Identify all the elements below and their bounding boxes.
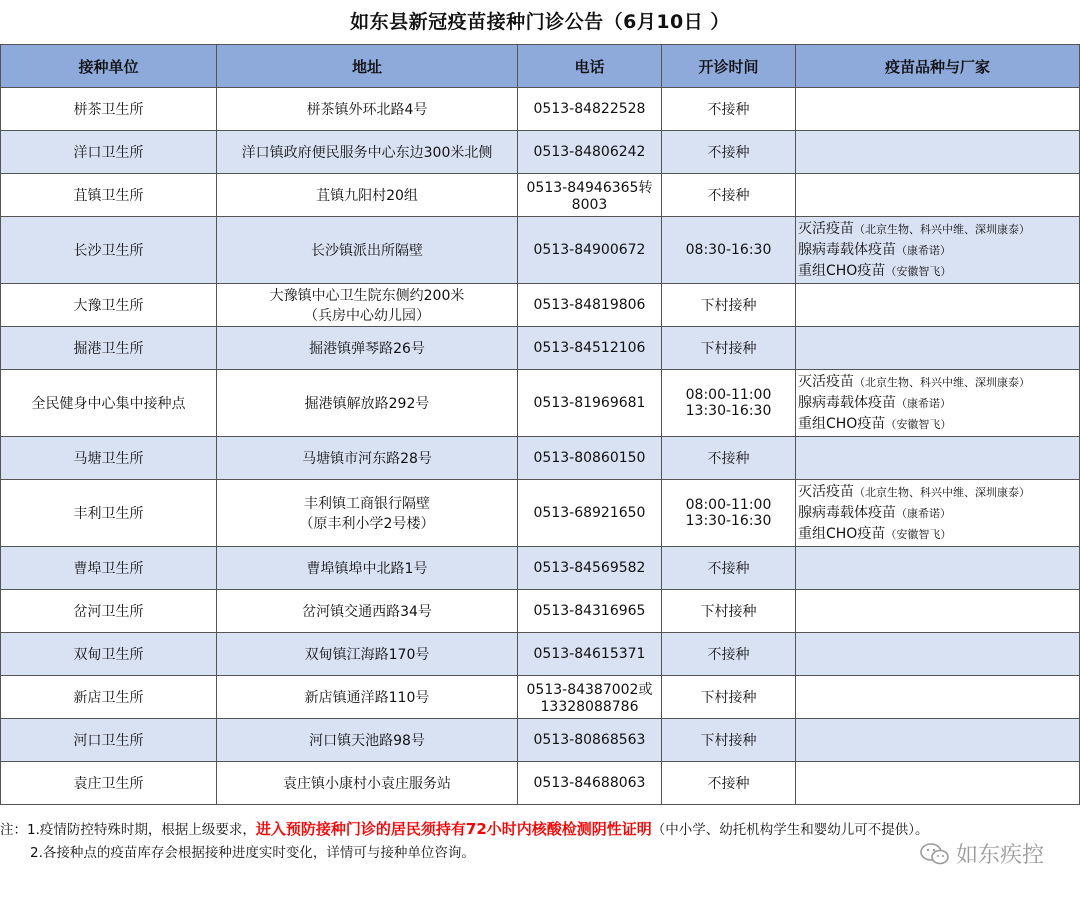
cell-phone-line: 0513-84387002或 xyxy=(526,682,653,698)
cell-address xyxy=(217,676,518,719)
clinic-table xyxy=(0,44,1080,805)
cell-phone xyxy=(518,327,662,370)
cell-vaccines xyxy=(796,547,1080,590)
cell-phone xyxy=(518,547,662,590)
cell-phone-line: 0513-84946365转 xyxy=(526,180,653,196)
cell-hours-line: 08:30-16:30 xyxy=(685,242,772,258)
cell-address-line: （原丰利小学2号楼） xyxy=(299,516,435,532)
note-1-prefix: 注：1.疫情防控特殊时期，根据上级要求， xyxy=(0,822,256,838)
cell-address xyxy=(217,480,518,547)
vaccine-maker: （北京生物、科兴中维、深圳康泰） xyxy=(854,485,1030,499)
cell-hours-line: 下村接种 xyxy=(700,733,757,749)
cell-phone-line: 0513-68921650 xyxy=(533,505,646,521)
cell-address xyxy=(217,762,518,805)
notes xyxy=(0,818,1080,865)
note-1 xyxy=(0,818,1080,842)
vaccine-maker: （康希诺） xyxy=(896,243,951,257)
cell-address-line: （兵房中心幼儿园） xyxy=(304,308,430,324)
cell-hours-line: 08:00-11:00 xyxy=(685,497,772,513)
vaccine-line xyxy=(798,393,1077,414)
cell-unit: 曹埠卫生所 xyxy=(1,547,217,590)
header-unit: 接种单位 xyxy=(1,45,217,88)
cell-address xyxy=(217,437,518,480)
table-row xyxy=(1,762,1080,805)
note-1-suffix: （中小学、幼托机构学生和婴幼儿可不提供）。 xyxy=(651,822,929,838)
cell-address-line: 苴镇九阳村20组 xyxy=(316,188,418,204)
cell-phone-line: 0513-84819806 xyxy=(533,297,646,313)
cell-address-line: 栟茶镇外环北路4号 xyxy=(306,102,428,118)
cell-address-line: 洋口镇政府便民服务中心东边300米北侧 xyxy=(241,145,493,161)
cell-phone-line: 13328088786 xyxy=(540,699,639,715)
cell-address xyxy=(217,370,518,437)
cell-hours xyxy=(662,480,796,547)
cell-unit: 苴镇卫生所 xyxy=(1,174,217,217)
cell-phone xyxy=(518,480,662,547)
cell-address-line: 大豫镇中心卫生院东侧约200米 xyxy=(269,288,465,304)
cell-address-line: 曹埠镇埠中北路1号 xyxy=(306,561,428,577)
vaccine-maker: （安徽智飞） xyxy=(885,264,952,278)
cell-hours xyxy=(662,437,796,480)
cell-vaccines xyxy=(796,284,1080,327)
cell-phone-line: 0513-84688063 xyxy=(533,775,646,791)
cell-unit: 袁庄卫生所 xyxy=(1,762,217,805)
vaccine-name: 腺病毒载体疫苗 xyxy=(798,504,896,521)
cell-vaccines xyxy=(796,590,1080,633)
table-row xyxy=(1,437,1080,480)
cell-vaccines xyxy=(796,719,1080,762)
cell-vaccines xyxy=(796,327,1080,370)
cell-hours xyxy=(662,590,796,633)
cell-phone xyxy=(518,88,662,131)
cell-unit: 新店卫生所 xyxy=(1,676,217,719)
cell-address xyxy=(217,547,518,590)
cell-unit: 河口卫生所 xyxy=(1,719,217,762)
table-row xyxy=(1,217,1080,284)
cell-vaccines xyxy=(796,762,1080,805)
table-row xyxy=(1,547,1080,590)
cell-address xyxy=(217,217,518,284)
cell-address xyxy=(217,633,518,676)
vaccine-line xyxy=(798,503,1077,524)
vaccine-name: 灭活疫苗 xyxy=(798,373,854,390)
vaccine-name: 腺病毒载体疫苗 xyxy=(798,241,896,258)
cell-phone-line: 0513-84822528 xyxy=(533,101,646,117)
cell-phone xyxy=(518,370,662,437)
cell-hours-line: 不接种 xyxy=(707,145,750,161)
cell-unit: 岔河卫生所 xyxy=(1,590,217,633)
table-row xyxy=(1,88,1080,131)
cell-phone xyxy=(518,590,662,633)
cell-hours-line: 不接种 xyxy=(707,451,750,467)
cell-phone-line: 0513-80868563 xyxy=(533,732,646,748)
cell-phone-line: 0513-80860150 xyxy=(533,450,646,466)
cell-hours-line: 不接种 xyxy=(707,776,750,792)
cell-hours-line: 不接种 xyxy=(707,561,750,577)
cell-unit: 洋口卫生所 xyxy=(1,131,217,174)
note-2: 2.各接种点的疫苗库存会根据接种进度实时变化，详情可与接种单位咨询。 xyxy=(30,845,475,861)
vaccine-maker: （北京生物、科兴中维、深圳康泰） xyxy=(854,222,1030,236)
cell-hours-line: 不接种 xyxy=(707,102,750,118)
cell-vaccines xyxy=(796,370,1080,437)
cell-unit: 长沙卫生所 xyxy=(1,217,217,284)
cell-phone xyxy=(518,131,662,174)
table-row xyxy=(1,284,1080,327)
cell-phone xyxy=(518,719,662,762)
cell-hours xyxy=(662,370,796,437)
vaccine-maker: （安徽智飞） xyxy=(885,417,952,431)
header-address: 地址 xyxy=(217,45,518,88)
cell-hours-line: 13:30-16:30 xyxy=(685,513,772,529)
vaccine-name: 腺病毒载体疫苗 xyxy=(798,394,896,411)
table-row xyxy=(1,633,1080,676)
wechat-icon xyxy=(920,842,950,866)
cell-unit: 马塘卫生所 xyxy=(1,437,217,480)
cell-vaccines xyxy=(796,88,1080,131)
page-title: 如东县新冠疫苗接种门诊公告（6月10日 ） xyxy=(350,11,730,33)
cell-hours xyxy=(662,88,796,131)
cell-vaccines xyxy=(796,676,1080,719)
cell-unit: 全民健身中心集中接种点 xyxy=(1,370,217,437)
note-1-highlight: 进入预防接种门诊的居民须持有72小时内核酸检测阴性证明 xyxy=(255,820,652,838)
cell-hours-line: 13:30-16:30 xyxy=(685,403,772,419)
cell-phone-line: 0513-84569582 xyxy=(533,560,646,576)
cell-address-line: 长沙镇派出所隔壁 xyxy=(311,243,423,259)
cell-address xyxy=(217,88,518,131)
vaccine-name: 重组CHO疫苗 xyxy=(798,525,886,542)
cell-address xyxy=(217,590,518,633)
cell-address-line: 掘港镇弹琴路26号 xyxy=(309,341,425,357)
cell-vaccines xyxy=(796,174,1080,217)
cell-hours xyxy=(662,547,796,590)
cell-phone xyxy=(518,676,662,719)
cell-hours-line: 08:00-11:00 xyxy=(685,387,772,403)
cell-hours-line: 下村接种 xyxy=(700,298,757,314)
vaccine-name: 灭活疫苗 xyxy=(798,220,854,237)
header-phone: 电话 xyxy=(518,45,662,88)
cell-address xyxy=(217,284,518,327)
watermark xyxy=(920,838,1044,869)
cell-hours xyxy=(662,174,796,217)
cell-hours xyxy=(662,676,796,719)
cell-vaccines xyxy=(796,217,1080,284)
cell-phone-line: 0513-81969681 xyxy=(533,395,646,411)
table-row xyxy=(1,370,1080,437)
cell-hours xyxy=(662,762,796,805)
vaccine-name: 灭活疫苗 xyxy=(798,483,854,500)
cell-hours xyxy=(662,719,796,762)
cell-hours-line: 不接种 xyxy=(707,647,750,663)
cell-unit: 丰利卫生所 xyxy=(1,480,217,547)
cell-unit: 双甸卫生所 xyxy=(1,633,217,676)
vaccine-line xyxy=(798,372,1077,393)
cell-phone-line: 0513-84615371 xyxy=(533,646,646,662)
cell-address xyxy=(217,131,518,174)
cell-address-line: 袁庄镇小康村小袁庄服务站 xyxy=(283,776,451,792)
vaccine-maker: （北京生物、科兴中维、深圳康泰） xyxy=(854,375,1030,389)
cell-address xyxy=(217,174,518,217)
vaccine-line xyxy=(798,524,1077,545)
cell-hours-line: 下村接种 xyxy=(700,690,757,706)
cell-address-line: 丰利镇工商银行隔壁 xyxy=(304,496,430,512)
vaccine-line xyxy=(798,482,1077,503)
cell-hours xyxy=(662,131,796,174)
table-row xyxy=(1,480,1080,547)
table-row xyxy=(1,719,1080,762)
watermark-text: 如东疾控 xyxy=(955,843,1044,868)
table-row xyxy=(1,131,1080,174)
table-row xyxy=(1,327,1080,370)
cell-vaccines xyxy=(796,480,1080,547)
cell-hours xyxy=(662,327,796,370)
cell-address xyxy=(217,327,518,370)
cell-phone xyxy=(518,284,662,327)
cell-address-line: 新店镇通洋路110号 xyxy=(304,690,430,706)
table-row xyxy=(1,590,1080,633)
vaccine-name: 重组CHO疫苗 xyxy=(798,262,886,279)
vaccine-maker: （康希诺） xyxy=(896,506,951,520)
cell-hours-line: 不接种 xyxy=(707,188,750,204)
cell-address-line: 河口镇天池路98号 xyxy=(309,733,425,749)
cell-hours xyxy=(662,633,796,676)
vaccine-maker: （安徽智飞） xyxy=(885,527,952,541)
cell-vaccines xyxy=(796,633,1080,676)
table-body xyxy=(1,88,1080,805)
cell-address xyxy=(217,719,518,762)
cell-phone-line: 0513-84900672 xyxy=(533,242,646,258)
cell-address-line: 马塘镇市河东路28号 xyxy=(302,451,432,467)
cell-phone xyxy=(518,762,662,805)
table-header-row xyxy=(1,45,1080,88)
vaccine-name: 重组CHO疫苗 xyxy=(798,415,886,432)
cell-phone-line: 8003 xyxy=(571,197,608,213)
cell-address-line: 掘港镇解放路292号 xyxy=(304,396,430,412)
cell-address-line: 双甸镇江海路170号 xyxy=(304,647,430,663)
cell-hours xyxy=(662,284,796,327)
cell-hours-line: 下村接种 xyxy=(700,341,757,357)
vaccine-line xyxy=(798,219,1077,240)
header-hours: 开诊时间 xyxy=(662,45,796,88)
cell-phone xyxy=(518,217,662,284)
cell-phone-line: 0513-84806242 xyxy=(533,144,646,160)
cell-hours-line: 下村接种 xyxy=(700,604,757,620)
table-row xyxy=(1,174,1080,217)
cell-vaccines xyxy=(796,131,1080,174)
cell-unit: 栟茶卫生所 xyxy=(1,88,217,131)
cell-unit: 大豫卫生所 xyxy=(1,284,217,327)
vaccine-line xyxy=(798,414,1077,435)
vaccine-line xyxy=(798,261,1077,282)
header-vaccines: 疫苗品种与厂家 xyxy=(796,45,1080,88)
cell-address-line: 岔河镇交通西路34号 xyxy=(302,604,432,620)
vaccine-maker: （康希诺） xyxy=(896,396,951,410)
vaccine-line xyxy=(798,240,1077,261)
cell-phone xyxy=(518,633,662,676)
cell-vaccines xyxy=(796,437,1080,480)
cell-hours xyxy=(662,217,796,284)
cell-unit: 掘港卫生所 xyxy=(1,327,217,370)
table-row xyxy=(1,676,1080,719)
cell-phone xyxy=(518,174,662,217)
cell-phone-line: 0513-84316965 xyxy=(533,603,646,619)
cell-phone-line: 0513-84512106 xyxy=(533,340,646,356)
cell-phone xyxy=(518,437,662,480)
